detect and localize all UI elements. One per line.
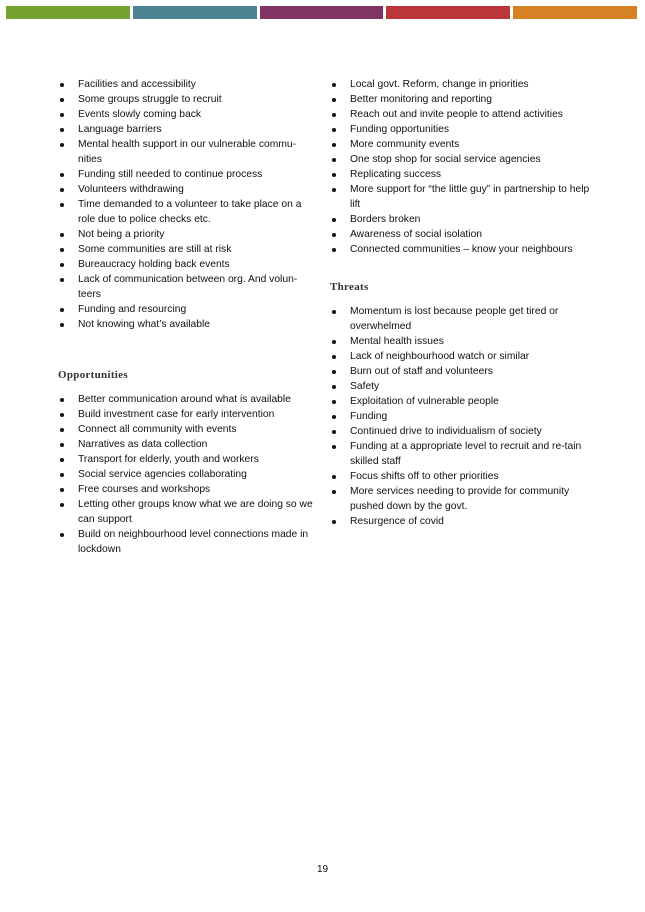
bullet-icon	[332, 520, 336, 524]
list-item-text: Mental health issues	[350, 336, 444, 347]
list-item-text: Local govt. Reform, change in priorities	[350, 79, 529, 90]
list-item	[58, 167, 320, 182]
bullet-icon	[332, 83, 336, 87]
list-item	[58, 452, 320, 467]
bullet-icon	[332, 340, 336, 344]
bullet-icon	[60, 428, 64, 432]
bullet-icon	[60, 98, 64, 102]
list-item-text: Exploitation of vulnerable people	[350, 396, 499, 407]
bullet-icon	[60, 533, 64, 537]
list-item-text: Safety	[350, 381, 380, 392]
bullet-icon	[332, 415, 336, 419]
opportunities-heading: Opportunities	[58, 369, 128, 381]
list-item-text: More support for “the little guy” in partnership to help lift	[350, 184, 590, 210]
bullet-icon	[60, 188, 64, 192]
list-item	[58, 92, 320, 107]
bullet-icon	[60, 308, 64, 312]
bullet-icon	[60, 113, 64, 117]
header-color-stripes	[6, 6, 637, 19]
bullet-icon	[60, 413, 64, 417]
bullet-icon	[60, 443, 64, 447]
bullet-icon	[60, 203, 64, 207]
list-item	[330, 349, 592, 364]
stripe-green	[6, 6, 130, 19]
bullet-icon	[332, 113, 336, 117]
list-item	[58, 497, 320, 527]
list-item	[58, 392, 320, 407]
list-item-text: Free courses and workshops	[78, 484, 211, 495]
bullet-icon	[332, 310, 336, 314]
list-item	[330, 484, 592, 514]
list-item-text: Replicating success	[350, 169, 441, 180]
list-item	[58, 317, 320, 332]
list-item	[330, 469, 592, 484]
list-item	[330, 409, 592, 424]
list-item	[330, 364, 592, 379]
list-item-text: Funding	[350, 411, 388, 422]
list-item	[330, 152, 592, 167]
list-item	[330, 107, 592, 122]
bullet-icon	[60, 278, 64, 282]
list-item-text: Momentum is lost because people get tired or overwhelmed	[350, 306, 559, 332]
bullet-icon	[332, 475, 336, 479]
list-item-text: Social service agencies collaborating	[78, 469, 247, 480]
bullet-icon	[332, 385, 336, 389]
left-column	[58, 77, 320, 557]
list-item	[330, 137, 592, 152]
list-item-text: Connected communities – know your neighbours	[350, 244, 573, 255]
list-item-text: Not being a priority	[78, 229, 165, 240]
opportunities-list-left	[58, 392, 320, 557]
bullet-icon	[332, 400, 336, 404]
bullet-icon	[60, 128, 64, 132]
bullet-icon	[332, 248, 336, 252]
list-item-text: Volunteers withdrawing	[78, 184, 184, 195]
bullet-icon	[60, 233, 64, 237]
list-item-text: Focus shifts off to other priorities	[350, 471, 499, 482]
opportunities-list-right	[330, 77, 592, 257]
list-item-text: Letting other groups know what we are doing so we can support	[78, 499, 313, 525]
list-item	[330, 242, 592, 257]
list-item	[330, 424, 592, 439]
bullet-icon	[332, 355, 336, 359]
list-item-text: One stop shop for social service agencies	[350, 154, 541, 165]
list-item	[58, 227, 320, 242]
list-item-text: Funding still needed to continue process	[78, 169, 263, 180]
list-item-text: Events slowly coming back	[78, 109, 202, 120]
list-item	[330, 212, 592, 227]
bullet-icon	[332, 370, 336, 374]
list-item	[330, 77, 592, 92]
list-item	[58, 272, 320, 302]
list-item	[330, 394, 592, 409]
bullet-icon	[60, 173, 64, 177]
bullet-icon	[332, 158, 336, 162]
list-item-text: Funding at a appropriate level to recruit and re-tain skilled staff	[350, 441, 582, 467]
list-item-text: Continued drive to individualism of society	[350, 426, 542, 437]
list-item-text: Burn out of staff and volunteers	[350, 366, 493, 377]
list-item-text: Not knowing what’s available	[78, 319, 211, 330]
bullet-icon	[332, 143, 336, 147]
bullet-icon	[60, 263, 64, 267]
list-item	[330, 514, 592, 529]
right-column	[330, 77, 592, 529]
bullet-icon	[60, 398, 64, 402]
stripe-red	[386, 6, 510, 19]
bullet-icon	[60, 323, 64, 327]
bullet-icon	[332, 173, 336, 177]
list-item-text: Mental health support in our vulnerable commu-nities	[78, 139, 297, 165]
list-item	[58, 242, 320, 257]
list-item	[330, 439, 592, 469]
weaknesses-list	[58, 77, 320, 332]
bullet-icon	[332, 98, 336, 102]
list-item	[58, 482, 320, 497]
bullet-icon	[332, 188, 336, 192]
list-item-text: Build on neighbourhood level connections made in lockdown	[78, 529, 309, 555]
list-item-text: Resurgence of covid	[350, 516, 444, 527]
list-item-text: Time demanded to a volunteer to take place on a role due to police checks etc.	[78, 199, 302, 225]
list-item	[58, 107, 320, 122]
list-item	[330, 304, 592, 334]
list-item	[330, 122, 592, 137]
stripe-teal	[133, 6, 257, 19]
list-item-text: Some groups struggle to recruit	[78, 94, 222, 105]
bullet-icon	[60, 248, 64, 252]
stripe-orange	[513, 6, 637, 19]
list-item	[330, 182, 592, 212]
bullet-icon	[60, 143, 64, 147]
bullet-icon	[332, 128, 336, 132]
list-item	[58, 77, 320, 92]
list-item-text: Some communities are still at risk	[78, 244, 232, 255]
list-item-text: Narratives as data collection	[78, 439, 208, 450]
page-number: 19	[316, 864, 329, 875]
list-item-text: Lack of communication between org. And volun-teers	[78, 274, 298, 300]
list-item	[58, 437, 320, 452]
bullet-icon	[60, 83, 64, 87]
list-item	[58, 182, 320, 197]
list-item	[58, 407, 320, 422]
list-item	[330, 379, 592, 394]
list-item-text: Funding and resourcing	[78, 304, 187, 315]
list-item	[58, 302, 320, 317]
bullet-icon	[60, 473, 64, 477]
bullet-icon	[332, 490, 336, 494]
list-item-text: Bureaucracy holding back events	[78, 259, 230, 270]
list-item	[58, 467, 320, 482]
list-item-text: Build investment case for early intervention	[78, 409, 275, 420]
bullet-icon	[332, 445, 336, 449]
list-item-text: Facilities and accessibility	[78, 79, 196, 90]
stripe-plum	[260, 6, 384, 19]
list-item-text: More services needing to provide for community pushed down by the govt.	[350, 486, 570, 512]
bullet-icon	[60, 458, 64, 462]
list-item	[58, 137, 320, 167]
bullet-icon	[332, 233, 336, 237]
bullet-icon	[332, 218, 336, 222]
list-item-text: More community events	[350, 139, 460, 150]
list-item-text: Better communication around what is available	[78, 394, 291, 405]
list-item-text: Borders broken	[350, 214, 421, 225]
list-item	[330, 167, 592, 182]
list-item-text: Transport for elderly, youth and workers	[78, 454, 259, 465]
bullet-icon	[60, 503, 64, 507]
threats-heading: Threats	[330, 281, 369, 293]
list-item-text: Better monitoring and reporting	[350, 94, 492, 105]
list-item-text: Funding opportunities	[350, 124, 450, 135]
list-item	[58, 197, 320, 227]
list-item-text: Connect all community with events	[78, 424, 237, 435]
bullet-icon	[60, 488, 64, 492]
threats-list	[330, 304, 592, 529]
list-item-text: Reach out and invite people to attend activities	[350, 109, 563, 120]
list-item	[330, 227, 592, 242]
list-item-text: Language barriers	[78, 124, 162, 135]
list-item	[330, 334, 592, 349]
list-item	[58, 422, 320, 437]
list-item	[330, 92, 592, 107]
list-item-text: Lack of neighbourhood watch or similar	[350, 351, 530, 362]
list-item	[58, 122, 320, 137]
list-item-text: Awareness of social isolation	[350, 229, 483, 240]
bullet-icon	[332, 430, 336, 434]
list-item	[58, 527, 320, 557]
list-item	[58, 257, 320, 272]
